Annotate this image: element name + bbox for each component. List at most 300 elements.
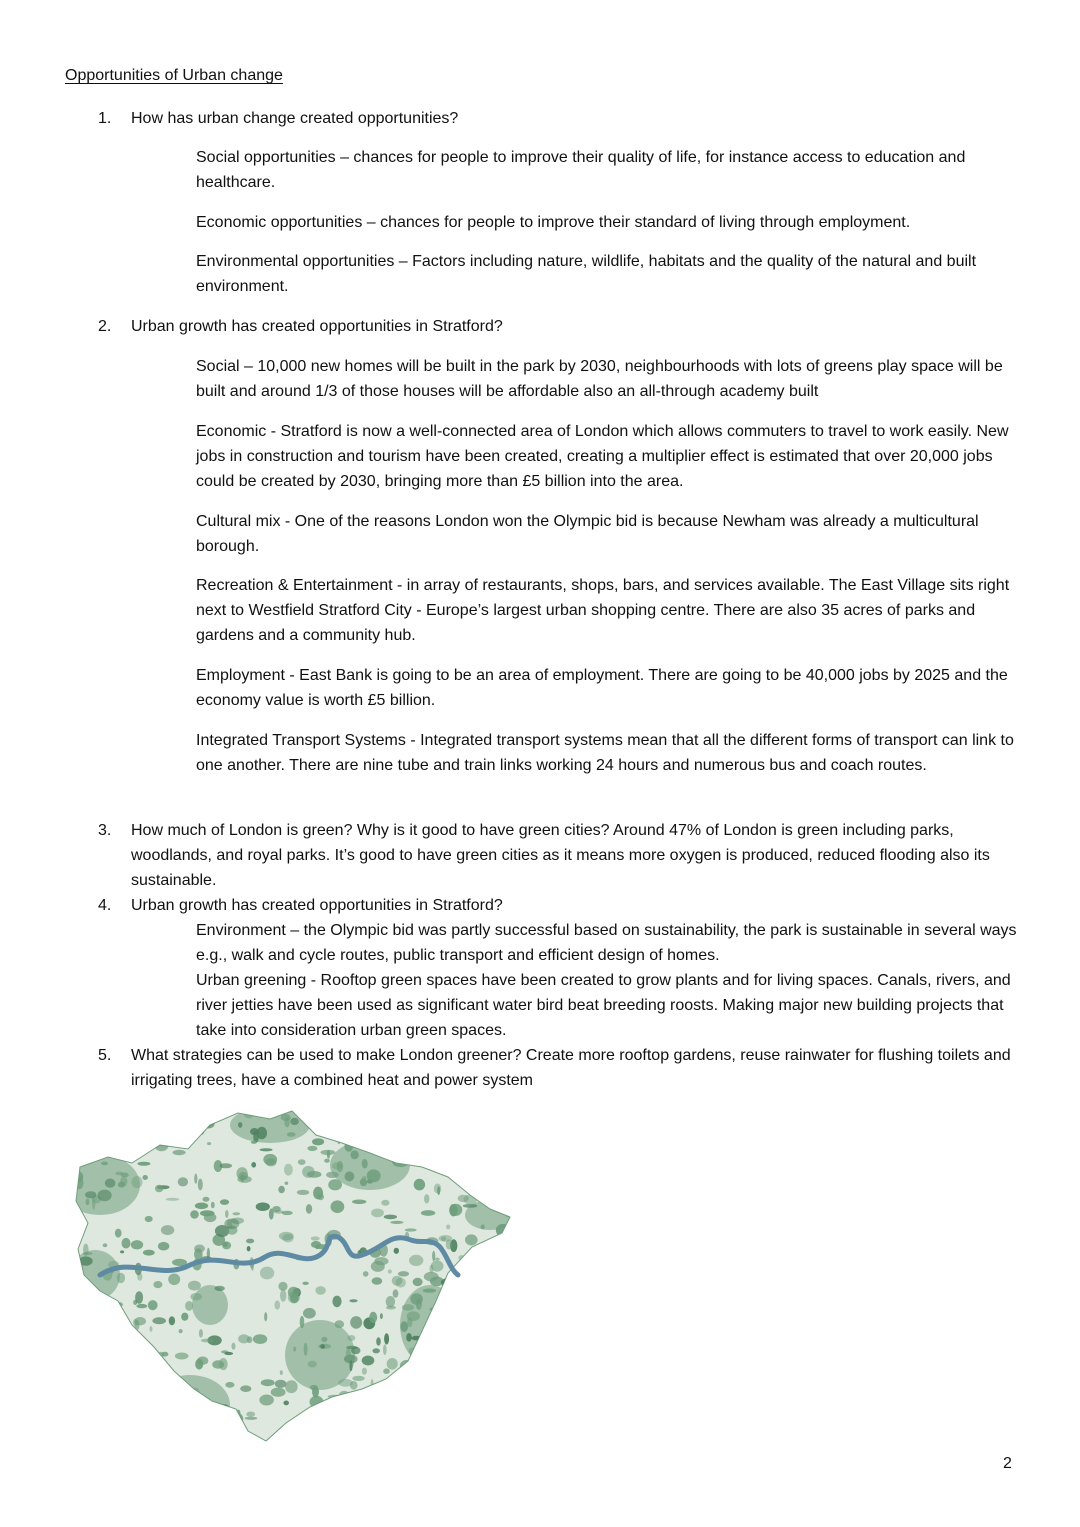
green-space-patch (464, 1353, 469, 1360)
green-space-patch (302, 1282, 308, 1285)
question-2 (98, 314, 1023, 339)
green-space-patch (256, 1202, 270, 1211)
green-space-patch (177, 1404, 190, 1414)
green-space-patch (458, 1419, 465, 1429)
green-space-patch (313, 1187, 323, 1200)
green-space-patch (245, 1433, 252, 1438)
green-space-patch (393, 1289, 399, 1297)
green-space-patch (448, 1166, 460, 1174)
green-space-patch (347, 1428, 359, 1439)
green-space-patch (473, 1295, 486, 1299)
green-space-patch (331, 1200, 345, 1213)
green-space-patch (406, 1333, 412, 1342)
green-space-patch (287, 1132, 296, 1137)
page-title: Opportunities of Urban change (65, 67, 283, 84)
green-space-patch (349, 1360, 352, 1371)
green-space-patch (496, 1224, 510, 1237)
green-space-patch (290, 1118, 299, 1125)
green-space-patch (105, 1179, 116, 1188)
green-space-patch (225, 1210, 228, 1218)
green-space-patch (394, 1377, 400, 1386)
green-space-patch (131, 1414, 139, 1423)
green-space-patch (86, 1199, 90, 1206)
green-space-patch (201, 1444, 207, 1450)
green-space-patch (362, 1387, 369, 1393)
green-space-patch (136, 1362, 145, 1374)
green-space-patch (122, 1238, 131, 1249)
green-space-patch (425, 1137, 439, 1145)
green-space-patch (487, 1239, 498, 1245)
green-space-patch (340, 1432, 352, 1445)
green-space-patch (131, 1402, 138, 1410)
question-5 (98, 1043, 1023, 1093)
green-space-patch (376, 1337, 381, 1345)
green-space-patch (464, 1194, 478, 1204)
green-space-patch (398, 1271, 409, 1276)
green-space-patch (429, 1441, 439, 1450)
green-space-patch (429, 1384, 433, 1391)
green-space-patch (424, 1324, 439, 1334)
green-space-patch (280, 1289, 286, 1301)
green-space-patch (163, 1109, 167, 1113)
green-space-patch (441, 1318, 445, 1323)
green-space-patch (297, 1190, 309, 1195)
green-space-patch (92, 1351, 100, 1357)
green-space-patch (412, 1126, 426, 1129)
green-space-patch (115, 1229, 122, 1238)
green-space-patch (454, 1372, 466, 1384)
green-space-patch (158, 1242, 169, 1251)
green-space-patch (326, 1172, 339, 1178)
green-space-patch (195, 1203, 208, 1210)
green-space-patch (261, 1379, 275, 1386)
green-space-patch (486, 1433, 495, 1436)
green-space-patch (423, 1289, 437, 1293)
green-space-patch (260, 1148, 273, 1151)
green-space-patch (355, 1417, 358, 1429)
green-space-patch (341, 1107, 356, 1112)
green-space-patch (383, 1368, 390, 1374)
green-space-patch (426, 1412, 440, 1419)
green-space-patch (155, 1185, 163, 1192)
green-space-patch (484, 1261, 495, 1269)
green-space-patch (143, 1250, 155, 1256)
green-space-patch (320, 1105, 328, 1112)
green-space-patch (360, 1410, 374, 1422)
green-space-patch (85, 1150, 89, 1154)
q2-item-employment: Employment - East Bank is going to be an area of employment. There are going to be 40,000 jobs by 2025 and the economy value is worth £5 billion. (196, 667, 1008, 709)
green-space-patch (225, 1382, 234, 1388)
green-space-patch (380, 1313, 383, 1319)
green-space-patch (280, 1370, 283, 1375)
green-space-patch (185, 1301, 193, 1311)
green-space-patch (405, 1370, 414, 1382)
green-space-patch (495, 1289, 505, 1300)
green-space-patch (203, 1120, 215, 1129)
green-space-patch (490, 1340, 495, 1347)
green-space-patch (465, 1279, 478, 1289)
green-space-patch (237, 1414, 243, 1424)
green-space-patch (218, 1404, 230, 1414)
green-space-patch (173, 1150, 186, 1155)
green-space-patch (496, 1188, 504, 1192)
green-space-patch (384, 1215, 397, 1220)
green-space-patch (151, 1397, 154, 1408)
green-space-patch (223, 1242, 228, 1247)
green-space-patch (178, 1177, 188, 1186)
green-space-patch (452, 1287, 455, 1293)
green-space-patch (448, 1154, 463, 1161)
green-space-patch (510, 1418, 519, 1429)
green-space-patch (94, 1132, 101, 1142)
green-space-patch (352, 1376, 364, 1381)
green-space-patch (127, 1144, 135, 1147)
green-space-patch (429, 1307, 441, 1311)
green-space-patch (73, 1295, 84, 1301)
green-space-patch (362, 1356, 375, 1366)
green-space-patch (446, 1239, 452, 1249)
green-space-patch (87, 1305, 99, 1313)
green-space-patch (335, 1320, 345, 1328)
green-space-patch (436, 1133, 449, 1140)
green-space-patch (490, 1123, 496, 1128)
green-space-patch (496, 1401, 501, 1406)
green-space-patch (445, 1153, 460, 1163)
green-space-patch (237, 1176, 251, 1183)
question-number: 2. (98, 318, 112, 335)
green-space-patch (277, 1105, 281, 1107)
green-space-patch (469, 1353, 472, 1361)
green-space-patch (143, 1175, 148, 1180)
green-space-patch (374, 1257, 388, 1265)
green-space-patch (516, 1171, 520, 1179)
green-space-patch (419, 1392, 423, 1398)
green-space-patch (416, 1298, 422, 1310)
green-space-patch (465, 1234, 478, 1245)
green-space-patch (441, 1236, 446, 1241)
q1-item-environmental: Environmental opportunities – Factors including nature, wildlife, habitats and the quality of the natural and built environment. (196, 253, 977, 295)
green-space-patch (380, 1418, 383, 1430)
green-space-patch (70, 1113, 78, 1126)
green-space-patch (116, 1117, 121, 1123)
green-space-patch (337, 1161, 343, 1172)
green-space-patch (360, 1179, 367, 1187)
green-space-patch (470, 1286, 481, 1294)
green-space-patch (399, 1395, 406, 1402)
green-space-patch (282, 1234, 293, 1243)
green-space-patch (116, 1316, 128, 1320)
green-space-patch (439, 1156, 443, 1168)
london-green-space-map (70, 1105, 520, 1450)
green-space-patch (386, 1383, 394, 1386)
green-space-patch (384, 1333, 389, 1344)
question-text: Urban growth has created opportunities in Stratford? (131, 318, 503, 335)
green-space-patch (117, 1417, 122, 1427)
green-space-patch (138, 1356, 145, 1364)
green-space-patch (303, 1308, 316, 1319)
green-space-patch (284, 1164, 293, 1176)
green-space-patch (392, 1276, 403, 1286)
green-space-patch (133, 1319, 138, 1326)
green-space-patch (252, 1443, 258, 1446)
green-space-patch (372, 1277, 383, 1285)
green-space-patch (457, 1381, 462, 1390)
green-space-patch (70, 1270, 73, 1280)
green-space-patch (306, 1204, 312, 1214)
green-space-patch (433, 1379, 445, 1392)
green-space-patch (247, 1246, 251, 1251)
green-space-patch (103, 1319, 112, 1331)
green-space-patch (224, 1219, 239, 1230)
green-space-patch (471, 1415, 474, 1427)
green-space-patch (481, 1172, 487, 1181)
green-space-patch (304, 1343, 308, 1356)
green-space-patch (472, 1120, 483, 1127)
green-space-patch (78, 1294, 92, 1297)
green-space-patch (352, 1200, 366, 1205)
green-space-patch (497, 1128, 502, 1131)
green-space-patch (153, 1281, 162, 1288)
green-space-patch (147, 1435, 161, 1444)
green-space-patch (170, 1431, 184, 1441)
green-space-patch (350, 1316, 362, 1329)
green-space-patch (452, 1414, 462, 1426)
green-space-patch (98, 1366, 111, 1378)
green-space-patch (372, 1348, 380, 1353)
green-space-patch (246, 1239, 254, 1244)
green-space-patch (253, 1334, 267, 1344)
green-space-patch (373, 1105, 386, 1110)
green-space-patch (321, 1337, 327, 1342)
green-space-patch (318, 1105, 327, 1109)
green-space-patch (232, 1343, 236, 1350)
green-space-patch (219, 1163, 232, 1168)
green-space-patch (516, 1115, 520, 1121)
green-space-patch (117, 1273, 125, 1283)
green-space-patch (471, 1392, 478, 1397)
green-space-patch (251, 1141, 257, 1144)
green-space-patch (416, 1384, 422, 1392)
green-space-patch (345, 1123, 354, 1127)
question-text: What strategies can be used to make London greener? Create more rooftop gardens, reuse rainwater for flushing toilets and irrigating trees, have a combined heat and power system (131, 1047, 1011, 1089)
green-space-patch (250, 1128, 259, 1135)
green-space-patch (388, 1420, 400, 1424)
green-space-patch (105, 1125, 118, 1131)
green-space-patch (251, 1162, 256, 1168)
green-space-patch (482, 1376, 487, 1382)
green-space-patch (92, 1198, 95, 1209)
green-space-patch (367, 1169, 381, 1182)
green-space-patch (70, 1176, 78, 1186)
green-space-patch (103, 1137, 115, 1147)
green-space-patch (328, 1179, 342, 1190)
question-1 (98, 106, 1023, 131)
green-space-patch (515, 1137, 520, 1147)
green-space-patch (502, 1264, 506, 1272)
green-space-patch (420, 1346, 434, 1353)
green-space-patch (307, 1171, 322, 1178)
green-space-patch (271, 1388, 286, 1397)
green-space-patch (168, 1107, 172, 1114)
green-space-patch (441, 1407, 449, 1413)
green-space-patch (490, 1355, 500, 1364)
green-space-patch (207, 1142, 211, 1145)
green-space-patch (264, 1312, 267, 1321)
q1-item-social: Social opportunities – chances for people to improve their quality of life, for instance access to education and healthcare. (196, 149, 966, 191)
green-space-patch (429, 1159, 433, 1169)
question-number: 1. (98, 110, 112, 127)
green-space-patch (96, 1111, 104, 1116)
green-space-patch (240, 1385, 251, 1392)
green-space-patch (505, 1140, 515, 1149)
q2-item-cultural-mix: Cultural mix - One of the reasons London won the Olympic bid is because Newham was already a multicultural borough. (196, 513, 979, 555)
green-space-patch (481, 1224, 485, 1229)
green-space-patch (121, 1316, 126, 1320)
green-space-patch (221, 1350, 229, 1353)
green-space-patch (95, 1391, 106, 1400)
green-space-patch (131, 1240, 143, 1249)
green-space-patch (130, 1397, 135, 1409)
green-space-patch (315, 1246, 318, 1250)
green-space-patch (432, 1251, 435, 1262)
green-space-patch (461, 1406, 475, 1418)
green-space-patch (510, 1172, 513, 1177)
green-space-patch (435, 1136, 438, 1140)
green-space-patch (409, 1383, 413, 1393)
green-space-patch (508, 1390, 513, 1403)
green-space-patch (83, 1252, 93, 1255)
green-space-patch (414, 1179, 425, 1191)
green-space-patch (462, 1109, 474, 1119)
green-space-patch (185, 1411, 199, 1415)
green-space-patch (290, 1293, 299, 1303)
green-space-patch (115, 1172, 123, 1176)
green-space-patch (475, 1359, 480, 1371)
green-space-patch (347, 1335, 355, 1341)
green-space-patch (169, 1316, 175, 1325)
green-space-patch (516, 1288, 520, 1296)
green-space-patch (71, 1392, 85, 1405)
green-space-patch (494, 1344, 499, 1348)
green-space-patch (427, 1368, 430, 1372)
green-space-patch (192, 1388, 200, 1401)
green-space-patch (101, 1422, 113, 1428)
green-area (192, 1285, 228, 1325)
green-space-patch (70, 1392, 77, 1395)
green-space-patch (179, 1329, 183, 1333)
green-space-patch (435, 1146, 444, 1156)
green-space-patch (464, 1274, 477, 1279)
green-space-patch (161, 1225, 174, 1235)
green-space-patch (273, 1210, 284, 1214)
green-space-patch (437, 1186, 440, 1195)
green-space-patch (443, 1336, 454, 1345)
green-space-patch (345, 1171, 355, 1181)
green-space-patch (500, 1235, 510, 1239)
green-space-patch (123, 1111, 131, 1122)
green-space-patch (454, 1151, 466, 1157)
green-space-patch (188, 1281, 201, 1291)
green-space-patch (322, 1109, 335, 1120)
green-space-patch (371, 1209, 384, 1218)
green-space-patch (176, 1398, 189, 1404)
green-space-patch (120, 1250, 124, 1253)
green-space-patch (201, 1339, 213, 1343)
green-space-patch (284, 1117, 289, 1127)
green-space-patch (489, 1391, 503, 1403)
green-space-patch (381, 1439, 394, 1449)
green-area (150, 1375, 230, 1435)
green-space-patch (247, 1336, 253, 1343)
green-space-patch (509, 1169, 515, 1181)
green-space-patch (386, 1296, 395, 1307)
green-space-patch (211, 1202, 215, 1209)
green-space-patch (424, 1194, 429, 1203)
green-space-patch (362, 1368, 367, 1375)
green-space-patch (346, 1348, 351, 1360)
green-space-patch (278, 1186, 285, 1194)
green-space-patch (118, 1182, 125, 1188)
green-space-patch (245, 1417, 258, 1420)
green-space-patch (461, 1148, 470, 1160)
green-space-patch (460, 1324, 468, 1330)
green-space-patch (407, 1311, 420, 1321)
green-space-patch (141, 1366, 153, 1373)
green-space-patch (480, 1338, 491, 1347)
green-space-patch (153, 1108, 163, 1119)
green-space-patch (366, 1403, 380, 1415)
green-space-patch (398, 1387, 406, 1398)
green-space-patch (475, 1397, 487, 1403)
green-space-patch (448, 1425, 456, 1429)
green-space-patch (371, 1379, 374, 1389)
green-space-patch (385, 1438, 400, 1449)
green-space-patch (162, 1352, 169, 1357)
green-space-patch (98, 1190, 112, 1202)
green-space-patch (219, 1358, 228, 1370)
q2-item-recreation: Recreation & Entertainment - in array of restaurants, shops, bars, and services available. The East Village sits right next to Westfield Stratford City - Europe’s largest urban shopping centre. There are also 35 acres of parks and gardens and a community hub. (196, 577, 1010, 644)
q4-item-urban-greening: Urban greening - Rooftop green spaces have been created to grow plants and for living spaces. Canals, rivers, and river jetties have been used as significant water bird beat breeding roosts. Making major new building projects that take into consideration urban green spaces. (196, 972, 1011, 1039)
green-space-patch (112, 1116, 125, 1119)
green-space-patch (70, 1420, 73, 1425)
green-space-patch (238, 1122, 242, 1128)
green-space-patch (349, 1299, 357, 1302)
green-space-patch (405, 1228, 417, 1231)
green-space-patch (449, 1204, 457, 1216)
green-space-patch (80, 1308, 86, 1314)
green-space-patch (365, 1138, 370, 1143)
green-space-patch (362, 1159, 368, 1169)
green-space-patch (446, 1225, 450, 1230)
green-space-patch (215, 1286, 225, 1291)
green-space-patch (496, 1113, 501, 1125)
green-space-patch (394, 1248, 399, 1254)
green-space-patch (332, 1296, 341, 1308)
green-space-patch (74, 1145, 84, 1154)
green-space-patch (462, 1139, 469, 1151)
green-space-patch (475, 1121, 482, 1127)
green-space-patch (400, 1321, 408, 1332)
green-space-patch (185, 1427, 199, 1436)
green-space-patch (73, 1189, 77, 1192)
green-space-patch (381, 1200, 389, 1206)
green-space-patch (101, 1162, 108, 1166)
question-text: Urban growth has created opportunities in Stratford? (131, 897, 503, 914)
green-space-patch (181, 1313, 188, 1321)
green-space-patch (453, 1124, 457, 1130)
green-space-patch (103, 1109, 113, 1116)
green-space-patch (204, 1213, 217, 1222)
